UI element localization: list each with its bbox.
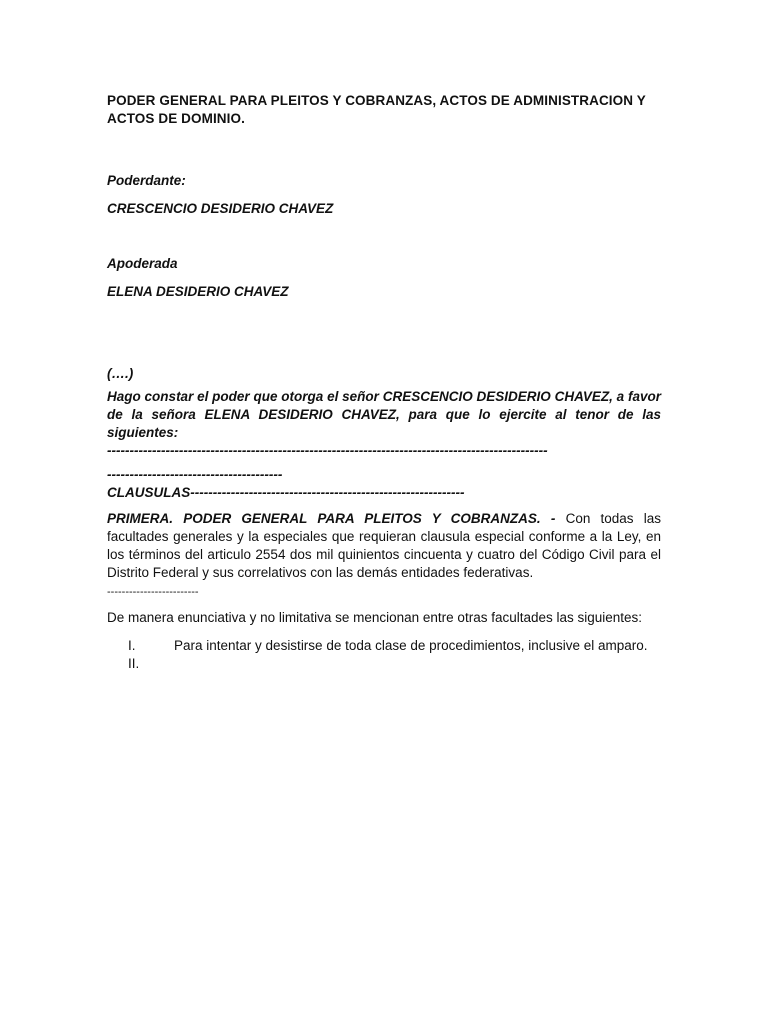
list-item-text: Para intentar y desistirse de toda clase de procedimientos, inclusive el amparo. <box>174 638 648 653</box>
list-item-number: II. <box>128 656 140 671</box>
dash-line-1: -------------------------------------------------------------------------------------------------- <box>107 443 548 458</box>
ellipsis-marker: (….) <box>107 366 134 381</box>
poderdante-name: CRESCENCIO DESIDERIO CHAVEZ <box>107 201 334 216</box>
document-title <box>107 92 661 128</box>
primera-body: Con todas las facultades generales y la especiales que requieran clausula especial conforme a la Ley, en los términos del articulo 2554 dos mil quinientos cincuenta y cuatro del Código Civil para el Distrito Federal y sus correlativos con las demás entidades federativas. <box>107 511 661 580</box>
list-item <box>107 655 661 673</box>
poderdante-label: Poderdante: <box>107 173 186 188</box>
list-item <box>107 637 661 655</box>
apoderada-name: ELENA DESIDERIO CHAVEZ <box>107 284 289 299</box>
document-page <box>107 92 661 673</box>
enunciativa-paragraph: De manera enunciativa y no limitativa se mencionan entre otras facultades las siguientes: <box>107 610 643 625</box>
facultades-list <box>107 637 661 673</box>
primera-heading: PRIMERA. PODER GENERAL PARA PLEITOS Y COBRANZAS. - <box>107 511 556 526</box>
primera-dashes: ------------------------- <box>107 586 199 598</box>
list-item-number: I. <box>128 638 136 653</box>
clausulas-heading: CLAUSULAS------------------------------------------------------------- <box>107 485 465 500</box>
title-rest-part: PLEITOS Y COBRANZAS, ACTOS DE ADMINISTRACION Y ACTOS DE DOMINIO. <box>107 93 646 126</box>
title-bold-part: PODER GENERAL PARA <box>107 93 267 108</box>
dash-line-2: --------------------------------------- <box>107 467 283 482</box>
intro-paragraph: Hago constar el poder que otorga el señor CRESCENCIO DESIDERIO CHAVEZ, a favor de la señora ELENA DESIDERIO CHAVEZ, para que lo ejercite al tenor de las siguientes: <box>107 389 661 440</box>
primera-clause <box>107 510 661 601</box>
apoderada-label: Apoderada <box>107 256 178 271</box>
